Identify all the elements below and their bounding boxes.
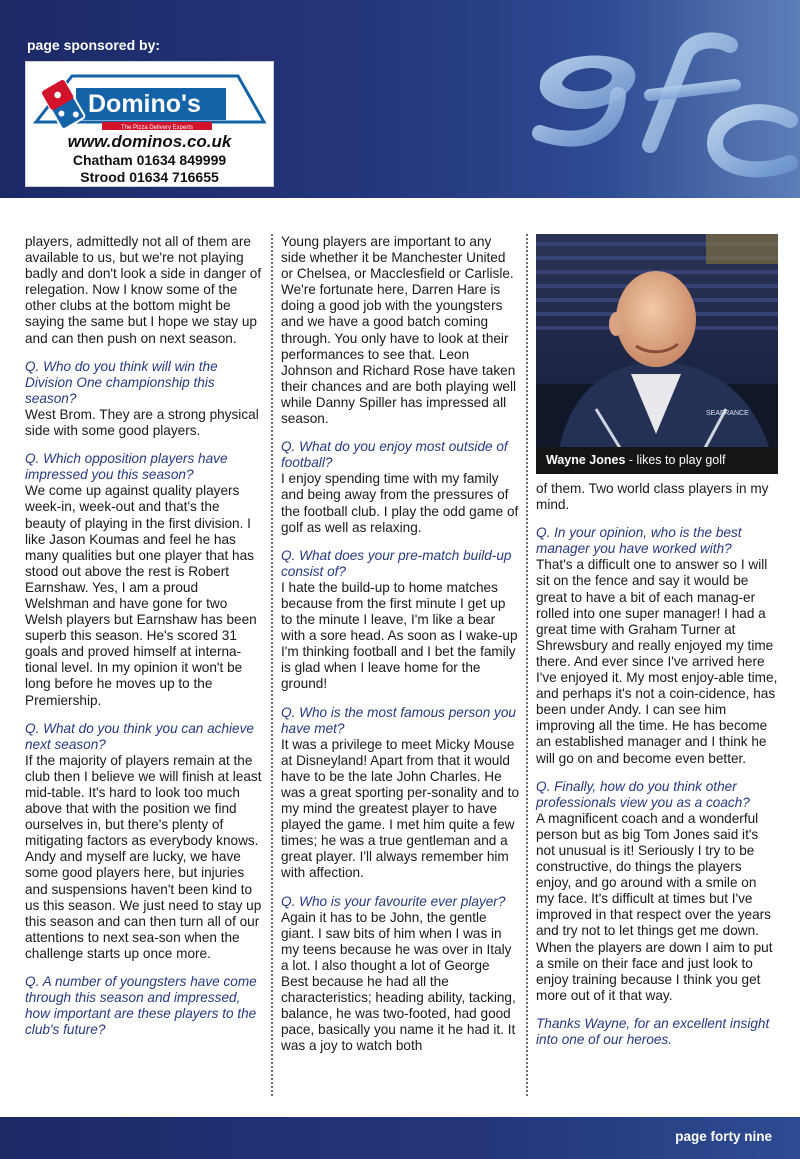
interview-answer: Again it has to be John, the gentle giant. I saw bits of him when I was in my teens because he was over in Italy a lot. I also thought a lot of George Best because he had all the characteristics; heading ability, tacking, balance, he was two-footed, had good pace, basically you name it he had it. It was a joy to watch both xyxy=(281,909,516,1054)
page-number: page forty nine xyxy=(675,1129,772,1144)
interview-answer: I hate the build-up to home matches because from the first minute I get up to the minute I leave, I'm like a bear with a sore head. As soon as I wake-up I'm thinking football and I bet the family is glad when I leave home for the ground! xyxy=(281,579,518,692)
sponsor-label: page sponsored by: xyxy=(27,37,161,53)
sponsor-phone-strood: Strood 01634 716655 xyxy=(80,169,219,185)
interview-answer: It was a privilege to meet Micky Mouse at Disneyland! Apart from that it would have to be the late John Charles. He was a great sporting per-sonality and to my mind the greatest player to have played the game. I met him quite a few times; he was a true gentleman and a great player. I'll always remember him with affection. xyxy=(281,736,520,881)
interview-question: Q. What do you enjoy most outside of football? xyxy=(281,439,508,471)
interview-question: Q. What do you think you can achieve next season? xyxy=(25,720,254,752)
sponsor-url: www.dominos.co.uk xyxy=(67,132,232,151)
interview-answer: We come up against quality players week-in, week-out and that's the beauty of playing in the first division. I like Jason Koumas and feel he has many qualities but one player that has stood out above the rest is Robert Earnshaw. Yes, I am a proud Welshman and have gone for two Welsh players but Earnshaw has been superb this season. He's scored 31 goals and proved himself at interna-tional level. In my opinion it won't be long before he moves up to the Premiership. xyxy=(25,483,257,708)
interview-question: Q. Who is your favourite ever player? xyxy=(281,893,506,909)
article-column-1 xyxy=(25,234,263,1038)
page-footer xyxy=(0,1117,800,1159)
interview-question: Q. Which opposition players have impressed you this season? xyxy=(25,451,228,483)
paragraph: players, admittedly not all of them are available to us, but we're not playing badly and don't look a side in danger of relegation. Now I know some of the other clubs at the bottom might be saying the same but I hope we stay up and can then push on next season. xyxy=(25,234,262,346)
interview-answer: A magnificent coach and a wonderful person but as big Tom Jones said it's not unusual is it! Seriously I try to be constructive, do things the players enjoy, and go around with a smile on my face. It's difficult at times but I've improved in that respect over the years and try not to let things get me down. When the players are down I aim to put a smile on their face and just look to enjoy training because I think you get more out of it that way. xyxy=(536,810,773,1003)
interview-answer: If the majority of players remain at the club then I believe we will finish at least mid-table. It's hard to look too much above that with the position we find ourselves in, but there's plenty of mitigating factors as everybody knows. Andy and myself are lucky, we have some good players here, but injuries and suspensions haven't been kind to us this season. We just need to stay up this season and can then turn all of our attentions to next sea-son when the challenge starts up once more. xyxy=(25,752,262,961)
sponsor-phone-chatham: Chatham 01634 849999 xyxy=(72,152,227,168)
wayne-jones-photo xyxy=(536,234,778,474)
interview-question: Q. Finally, how do you think other professionals view you as a coach? xyxy=(536,778,750,810)
column-divider xyxy=(526,234,528,1096)
interview-question: Q. In your opinion, who is the best manager you have worked with? xyxy=(536,525,742,557)
interview-question: Q. What does your pre-match build-up consist of? xyxy=(281,547,512,579)
interview-question: Q. Who is the most famous person you have met? xyxy=(281,704,516,736)
dominos-wordmark: Domino's xyxy=(88,90,201,118)
paragraph: Young players are important to any side whether it be Manchester United or Chelsea, or Macclesfield or Carlisle. We're fortunate here, Darren Hare is doing a good job with the youngsters and we have a good batch coming through. You only have to look at their performances to see that. Leon Johnson and Richard Rose have taken their chances and are both playing well while Danny Spiller has impressed all season. xyxy=(281,234,517,427)
article-column-2 xyxy=(281,234,520,1067)
paragraph: of them. Two world class players in my mind. xyxy=(536,481,769,513)
interview-answer: West Brom. They are a strong physical side with some good players. xyxy=(25,406,259,439)
photo-caption xyxy=(536,447,778,474)
page-header xyxy=(0,0,800,198)
caption-name: Wayne Jones xyxy=(546,453,626,467)
dominos-tagline: The Pizza Delivery Experts xyxy=(120,125,194,131)
dominos-logo xyxy=(32,68,268,132)
sponsor-advert xyxy=(25,61,274,187)
caption-text: - likes to play golf xyxy=(625,453,726,467)
interview-question: Q. Who do you think will win the Division One championship this season? xyxy=(25,358,218,406)
interview-answer: I enjoy spending time with my family and being away from the pressures of the football club. I play the odd game of golf as well as relaxing. xyxy=(281,471,519,535)
interview-answer: That's a difficult one to answer so I will sit on the fence and say it would be great to have a bit of each manag-er rolled into one super manager! I had a great time with Graham Turner at Shrewsbury and really enjoyed my time there. And ever since I've arrived here I've enjoyed it. My most enjoy-able time, and perhaps it's not a coin-cidence, has been under Andy. I can see him improving all the time. He has become an established manager and I think he will go on and become even better. xyxy=(536,557,778,766)
shirt-sponsor-text: SEAFRANCE xyxy=(706,410,749,417)
article-column-3 xyxy=(536,481,778,1060)
column-divider xyxy=(271,234,273,1096)
club-crest-logo xyxy=(500,25,800,195)
article-sign-off: Thanks Wayne, for an excellent insight into one of our heroes. xyxy=(536,1015,770,1047)
interview-question: Q. A number of youngsters have come through this season and impressed, how important are these players to the club's future? xyxy=(25,974,257,1038)
